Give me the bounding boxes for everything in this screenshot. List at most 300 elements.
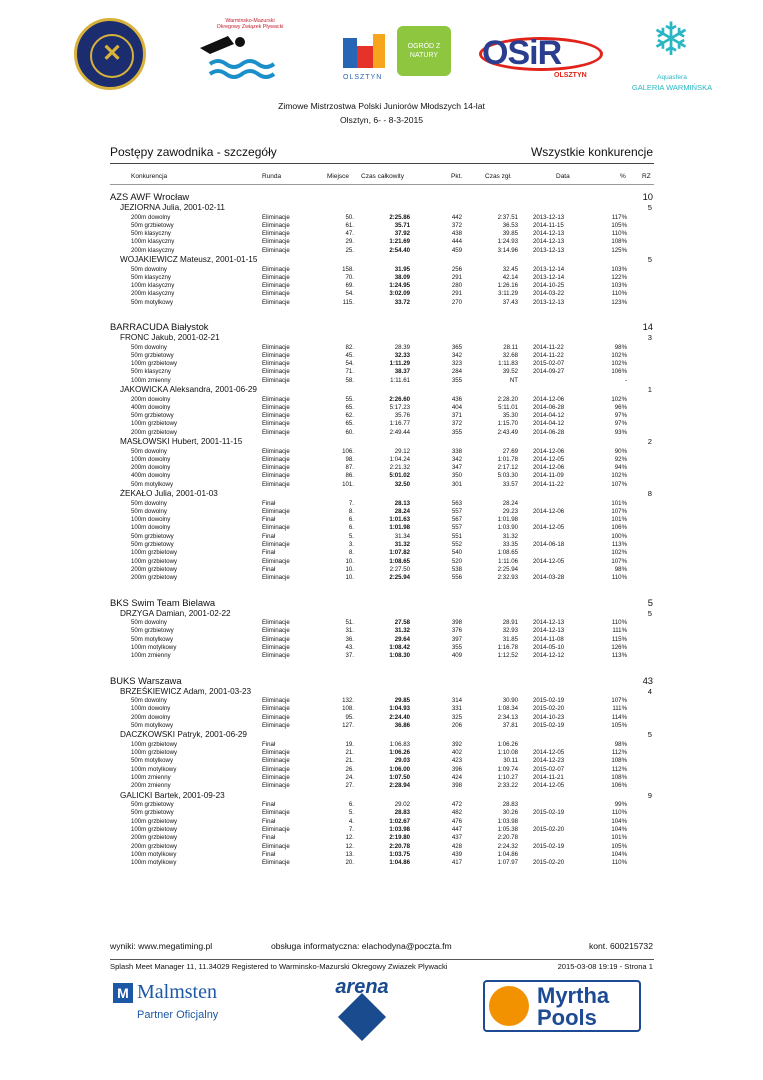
result-time: 31.32 (394, 541, 410, 548)
result-event: 50m grzbietowy (131, 627, 174, 635)
result-round: Eliminacje (262, 447, 290, 455)
result-entry: 28.11 (503, 343, 518, 351)
result-time: 28.39 (394, 343, 410, 351)
result-points: 350 (451, 472, 462, 480)
result-time: 2:25.94 (389, 574, 410, 582)
result-pct: 108% (611, 757, 627, 765)
result-round: Eliminacje (262, 351, 290, 359)
result-round: Eliminacje (262, 643, 290, 651)
result-place: 115. (342, 298, 354, 306)
result-entry: 1:24.93 (497, 238, 518, 246)
result-pct: 117% (611, 213, 627, 221)
result-points: 556 (451, 574, 462, 582)
result-event: 400m dowolny (131, 403, 171, 411)
result-pct: 108% (611, 773, 627, 781)
result-round: Eliminacje (262, 472, 290, 480)
result-date: 2014-04-12 (533, 412, 565, 420)
result-entry: 31.85 (502, 635, 518, 643)
result-pct: 107% (611, 557, 627, 565)
result-round: Eliminacje (262, 238, 290, 246)
result-points: 540 (451, 549, 462, 557)
result-date: 2014-04-12 (533, 420, 565, 428)
result-event: 100m klasyczny (131, 282, 175, 290)
result-round: Eliminacje (262, 273, 290, 281)
result-time: 1:06.00 (389, 765, 410, 773)
result-round: Finał (262, 850, 276, 858)
result-event: 100m klasyczny (131, 238, 175, 246)
polish-swimming-federation-logo: ✕ (74, 18, 146, 90)
result-pct: 110% (611, 574, 627, 582)
result-entry: 1:10.08 (497, 749, 518, 756)
col-round: Runda (262, 173, 282, 180)
result-points: 355 (451, 428, 462, 436)
result-date: 2014-11-22 (533, 480, 564, 488)
result-pct: 107% (611, 480, 627, 488)
result-date: 2015-02-19 (533, 721, 565, 729)
result-time: 2:27.50 (389, 565, 410, 573)
team-rz-count: 14 (642, 321, 653, 332)
swimmer-name: WOJAKIEWICZ Mateusz, 2001-01-15 (120, 255, 258, 264)
result-pct: 103% (611, 265, 627, 273)
team-rz-count: 5 (647, 596, 653, 608)
result-date: 2014-12-13 (533, 627, 565, 635)
result-pct: 111% (612, 627, 627, 635)
result-date: 2014-10-25 (533, 282, 565, 290)
result-event: 200m zmienny (131, 782, 171, 790)
result-entry: 1:09.74 (497, 765, 518, 773)
swimmer-rz-count: 1 (647, 385, 652, 394)
result-date: 2015-02-19 (533, 809, 565, 817)
result-date: 2014-05-10 (533, 643, 565, 651)
result-entry: 2:25.94 (497, 565, 518, 573)
result-event: 50m klasyczny (131, 368, 171, 376)
result-pct: 97% (614, 412, 627, 420)
result-time: 1:06.26 (389, 749, 410, 756)
result-event: 200m dowolny (131, 713, 171, 721)
olsztyn-city-logo: OLSZTYN (343, 26, 387, 86)
result-round: Eliminacje (262, 282, 290, 290)
result-points: 482 (451, 809, 462, 817)
result-event: 200m klasyczny (131, 246, 175, 254)
result-event: 50m grzbietowy (131, 351, 174, 359)
result-date: 2013-12-13 (533, 246, 565, 254)
result-time: 1:03.98 (389, 825, 410, 833)
result-date: 2015-02-20 (533, 705, 565, 713)
result-event: 50m motylkowy (131, 635, 173, 643)
result-entry: 2:28.20 (497, 395, 518, 403)
result-event: 100m dowolny (131, 705, 171, 713)
result-date: 2015-02-07 (533, 360, 565, 368)
result-event: 200m grzbietowy (131, 428, 178, 436)
result-event: 50m dowolny (131, 507, 167, 515)
result-time: 2:28.94 (389, 782, 410, 790)
result-event: 100m grzbietowy (131, 420, 178, 428)
result-pct: 126% (611, 643, 627, 651)
result-date: 2014-06-28 (533, 428, 565, 436)
result-time: 38.09 (394, 273, 410, 281)
result-entry: 30.11 (503, 757, 518, 765)
result-place: 106. (342, 447, 354, 455)
result-entry: 1:06.26 (497, 740, 518, 748)
result-entry: 2:20.78 (497, 834, 518, 842)
result-place: 10. (345, 565, 354, 573)
result-round: Eliminacje (262, 541, 290, 548)
result-event: 50m dowolny (131, 447, 167, 455)
result-points: 552 (451, 541, 462, 548)
result-event: 100m zmienny (131, 773, 171, 781)
result-points: 409 (451, 652, 462, 660)
result-points: 270 (451, 298, 462, 306)
swimmer-rz-count: 2 (647, 437, 652, 446)
myrtha-pools-logo: Myrtha Pools (483, 980, 641, 1032)
result-event: 200m grzbietowy (131, 842, 178, 850)
result-event: 50m grzbietowy (131, 541, 174, 548)
result-event: 50m dowolny (131, 343, 167, 351)
result-time: 1:24.95 (389, 282, 410, 290)
result-event: 100m dowolny (131, 455, 171, 463)
result-place: 60. (345, 428, 354, 436)
result-event: 100m motylkowy (131, 765, 177, 773)
result-place: 108. (342, 705, 354, 713)
result-event: 200m dowolny (131, 213, 171, 221)
result-entry: 32.93 (502, 627, 518, 635)
swimmer-name: FRONC Jakub, 2001-02-21 (120, 333, 220, 342)
result-pct: 101% (611, 516, 627, 524)
result-time: 1:04.24 (389, 455, 410, 463)
result-time: 27.58 (394, 619, 410, 626)
result-points: 372 (451, 221, 462, 229)
result-entry: 2:37.51 (497, 213, 518, 221)
result-pct: 107% (611, 507, 627, 515)
result-time: 5:01.02 (389, 472, 410, 480)
footer-contact: kont. 600215732 (588, 941, 653, 951)
result-time: 28.13 (394, 499, 410, 507)
result-time: 1:01.98 (389, 524, 410, 532)
result-event: 200m grzbietowy (131, 565, 178, 573)
swimmer-name: GALICKI Bartek, 2001-09-23 (120, 790, 225, 800)
result-time: 29.02 (394, 801, 410, 808)
result-points: 301 (451, 480, 462, 488)
result-event: 400m dowolny (131, 472, 171, 480)
result-points: 291 (451, 273, 462, 281)
result-event: 50m grzbietowy (131, 532, 174, 540)
result-round: Eliminacje (262, 765, 290, 773)
result-time: 29.64 (394, 635, 410, 643)
result-entry: 30.26 (502, 809, 518, 817)
result-points: 476 (451, 817, 462, 825)
result-time: 35.76 (394, 412, 410, 420)
result-place: 5. (348, 532, 354, 540)
result-pct: 125% (611, 246, 627, 254)
result-time: 1:08.42 (389, 643, 410, 651)
result-time: 2:24.40 (389, 713, 410, 721)
result-pct: 113% (611, 541, 627, 548)
result-entry: 28.83 (502, 801, 518, 808)
result-points: 398 (451, 782, 462, 790)
result-date: 2014-11-21 (533, 773, 564, 781)
result-date: 2014-12-06 (533, 395, 565, 403)
result-place: 37. (345, 652, 354, 660)
wmozp-logo: Warminsko-Mazurski Okregowy Związek Pływacki (196, 18, 288, 88)
result-event: 200m dowolny (131, 395, 171, 403)
result-place: 71. (345, 368, 354, 376)
result-round: Eliminacje (262, 298, 290, 306)
result-round: Eliminacje (262, 290, 290, 298)
result-place: 58. (345, 376, 354, 384)
result-round: Eliminacje (262, 809, 290, 817)
result-event: 50m grzbietowy (131, 809, 174, 817)
result-time: 31.32 (394, 627, 410, 635)
result-points: 331 (451, 705, 462, 713)
result-place: 95. (345, 713, 354, 721)
result-round: Eliminacje (262, 455, 290, 463)
swimmer-rz-count: 5 (647, 203, 652, 212)
result-entry: 32.45 (502, 265, 518, 273)
swimmer-name: DACZKOWSKI Patryk, 2001-06-29 (120, 730, 247, 740)
result-entry: 3:11.29 (498, 290, 518, 298)
result-round: Finał (262, 740, 276, 748)
result-round: Eliminacje (262, 627, 290, 635)
result-place: 87. (345, 464, 354, 472)
swimmer-rz-count: 3 (647, 333, 652, 342)
result-pct: 115% (611, 635, 627, 643)
result-round: Eliminacje (262, 376, 290, 384)
result-round: Eliminacje (262, 412, 290, 420)
result-points: 355 (451, 376, 462, 384)
result-date: 2014-12-05 (533, 557, 565, 565)
result-time: 37.92 (394, 230, 410, 238)
result-round: Eliminacje (262, 574, 290, 582)
result-place: 3. (348, 541, 354, 548)
result-points: 447 (451, 825, 462, 833)
swimmer-name: ŻEKAŁO Julia, 2001-01-03 (120, 489, 218, 498)
result-round: Eliminacje (262, 360, 290, 368)
result-entry: 29.23 (502, 507, 518, 515)
result-date: 2013-12-14 (533, 265, 565, 273)
result-place: 132. (342, 697, 354, 704)
result-date: 2015-02-19 (533, 842, 565, 850)
result-round: Finał (262, 817, 276, 825)
result-points: 520 (451, 557, 462, 565)
result-points: 423 (451, 757, 462, 765)
result-round: Finał (262, 801, 276, 808)
result-date: 2014-06-28 (533, 403, 565, 411)
result-event: 50m motylkowy (131, 298, 173, 306)
result-points: 206 (451, 721, 462, 729)
result-pct: 104% (611, 817, 627, 825)
result-pct: 113% (611, 652, 627, 660)
snowflake-icon: ❄ (651, 13, 691, 65)
result-entry: 1:10.27 (497, 773, 518, 781)
result-entry: 31.32 (502, 532, 518, 540)
result-date: 2014-11-22 (533, 343, 564, 351)
result-event: 200m klasyczny (131, 290, 175, 298)
col-place: Miejsce (327, 173, 350, 180)
result-date: 2014-12-12 (533, 652, 565, 660)
result-date: 2014-12-05 (533, 455, 565, 463)
result-place: 7. (348, 499, 354, 507)
swimmer-rz-count: 8 (647, 489, 652, 498)
result-pct: 106% (611, 782, 627, 790)
result-place: 70. (345, 273, 354, 281)
result-points: 436 (451, 395, 462, 403)
result-time: 1:21.69 (389, 238, 410, 246)
result-entry: 39.52 (502, 368, 518, 376)
result-round: Eliminacje (262, 842, 290, 850)
result-points: 538 (451, 565, 462, 573)
result-place: 54. (345, 360, 354, 368)
result-place: 21. (345, 757, 354, 765)
result-round: Eliminacje (262, 213, 290, 221)
result-points: 372 (451, 420, 462, 428)
result-points: 291 (451, 290, 462, 298)
result-pct: 106% (611, 524, 627, 532)
result-entry: 1:03.90 (497, 524, 518, 532)
result-points: 438 (451, 230, 462, 238)
swimmer-name: MASŁOWSKI Hubert, 2001-11-15 (120, 437, 243, 446)
result-round: Eliminacje (262, 757, 290, 765)
sponsor-logos-top (0, 14, 763, 109)
result-event: 100m motylkowy (131, 850, 177, 858)
result-time: 29.12 (394, 447, 410, 455)
result-points: 342 (451, 455, 462, 463)
result-entry: 1:12.52 (497, 652, 518, 660)
result-time: 31.34 (394, 532, 410, 540)
result-pct: 105% (611, 842, 627, 850)
result-place: 45. (345, 351, 354, 359)
result-pct: 98% (614, 740, 627, 748)
result-event: 100m grzbietowy (131, 549, 178, 557)
result-place: 12. (345, 834, 354, 842)
result-place: 31. (345, 627, 354, 635)
result-pct: 112% (611, 749, 627, 756)
result-date: 2013-12-14 (533, 273, 565, 281)
result-round: Eliminacje (262, 524, 290, 532)
malmsten-logo: M Malmsten Partner Oficjalny (113, 983, 253, 1033)
footer-software: Splash Meet Manager 11, 11.34029 Registered to Warminsko-Mazurski Okregowy Zwiazek Plywacki (110, 962, 448, 971)
result-points: 397 (451, 635, 462, 643)
footer-website: wyniki: www.megatiming.pl (110, 941, 213, 951)
result-points: 402 (451, 749, 462, 756)
result-date: 2015-02-07 (533, 765, 565, 773)
result-entry: 1:03.98 (497, 817, 518, 825)
swimmer-name: JAKOWICKA Aleksandra, 2001-06-29 (120, 385, 257, 394)
swimmer-name: BRZEŚKIEWICZ Adam, 2001-03-23 (120, 686, 252, 696)
result-points: 398 (451, 619, 462, 626)
result-points: 442 (451, 213, 462, 221)
result-date: 2015-02-20 (533, 859, 565, 867)
result-points: 417 (451, 859, 462, 867)
team-name: BKS Swim Team Bielawa (110, 596, 216, 608)
result-event: 100m grzbietowy (131, 825, 178, 833)
result-date: 2015-02-19 (533, 697, 565, 704)
result-place: 6. (348, 801, 354, 808)
footer-support: obsługa informatyczna: elachodyna@poczta.fm (271, 941, 452, 951)
result-event: 200m grzbietowy (131, 574, 178, 582)
result-entry: 27.69 (502, 447, 518, 455)
result-pct: 123% (611, 298, 627, 306)
result-time: 2:49.44 (389, 428, 410, 436)
result-entry: 36.53 (502, 221, 518, 229)
result-time: 32.50 (394, 480, 410, 488)
result-pct: 103% (611, 282, 627, 290)
result-event: 50m dowolny (131, 697, 167, 704)
result-place: 61. (345, 221, 354, 229)
result-pct: 102% (611, 395, 627, 403)
result-place: 127. (342, 721, 354, 729)
result-pct: 101% (611, 499, 627, 507)
result-place: 13. (345, 850, 354, 858)
result-entry: NT (509, 376, 518, 384)
result-round: Eliminacje (262, 713, 290, 721)
result-pct: 98% (614, 343, 627, 351)
result-points: 428 (451, 842, 462, 850)
osir-olsztyn-logo: OSiR OLSZTYN (482, 34, 612, 84)
result-pct: 122% (611, 273, 627, 281)
result-pct: 90% (614, 447, 627, 455)
result-event: 100m grzbietowy (131, 749, 178, 756)
result-place: 55. (345, 395, 354, 403)
result-place: 98. (345, 455, 354, 463)
result-date: 2014-11-15 (533, 221, 564, 229)
result-pct: 110% (611, 230, 627, 238)
swimmer-rz-count: 5 (647, 255, 652, 264)
result-entry: 1:04.86 (497, 850, 518, 858)
result-pct: 100% (611, 532, 627, 540)
result-time: 5:17.23 (389, 403, 410, 411)
result-points: 472 (451, 801, 462, 808)
result-time: 1:11.29 (389, 360, 410, 368)
result-entry: 2:32.93 (497, 574, 518, 582)
meet-title: Zimowe Mistrzostwa Polski Juniorów Młodszych 14-lat (278, 101, 485, 111)
result-points: 284 (451, 368, 462, 376)
result-date: 2014-12-13 (533, 230, 565, 238)
result-event: 50m grzbietowy (131, 412, 174, 420)
result-round: Eliminacje (262, 343, 290, 351)
result-event: 100m zmienny (131, 652, 171, 660)
result-round: Eliminacje (262, 825, 290, 833)
result-place: 101. (342, 480, 354, 488)
ogrod-z-natury-logo: OGRÓD Z NATURY (397, 26, 451, 76)
result-entry: 1:11.83 (498, 360, 518, 368)
col-event: Konkurencja (131, 173, 168, 180)
result-pct: 97% (614, 420, 627, 428)
result-round: Eliminacje (262, 368, 290, 376)
result-pct: 114% (611, 713, 627, 721)
result-pct: 108% (611, 238, 627, 246)
result-round: Eliminacje (262, 420, 290, 428)
result-date: 2014-11-22 (533, 351, 564, 359)
result-points: 444 (451, 238, 462, 246)
result-pct: 110% (611, 809, 627, 817)
result-entry: 1:01.78 (497, 455, 518, 463)
result-pct: 99% (614, 801, 627, 808)
result-pct: 111% (612, 705, 627, 713)
result-points: 371 (451, 412, 462, 420)
result-entry: 1:16.78 (497, 643, 518, 651)
result-points: 325 (451, 713, 462, 721)
result-entry: 1:05.38 (497, 825, 518, 833)
result-points: 396 (451, 765, 462, 773)
col-date: Data (556, 173, 570, 180)
result-entry: 2:33.22 (497, 782, 518, 790)
result-place: 5. (348, 809, 354, 817)
report-scope: Wszystkie konkurencje (530, 145, 653, 159)
result-entry: 1:26.16 (497, 282, 518, 290)
result-date: 2014-03-22 (533, 290, 565, 298)
result-date: 2013-12-13 (533, 298, 565, 306)
result-date: 2014-10-23 (533, 713, 565, 721)
